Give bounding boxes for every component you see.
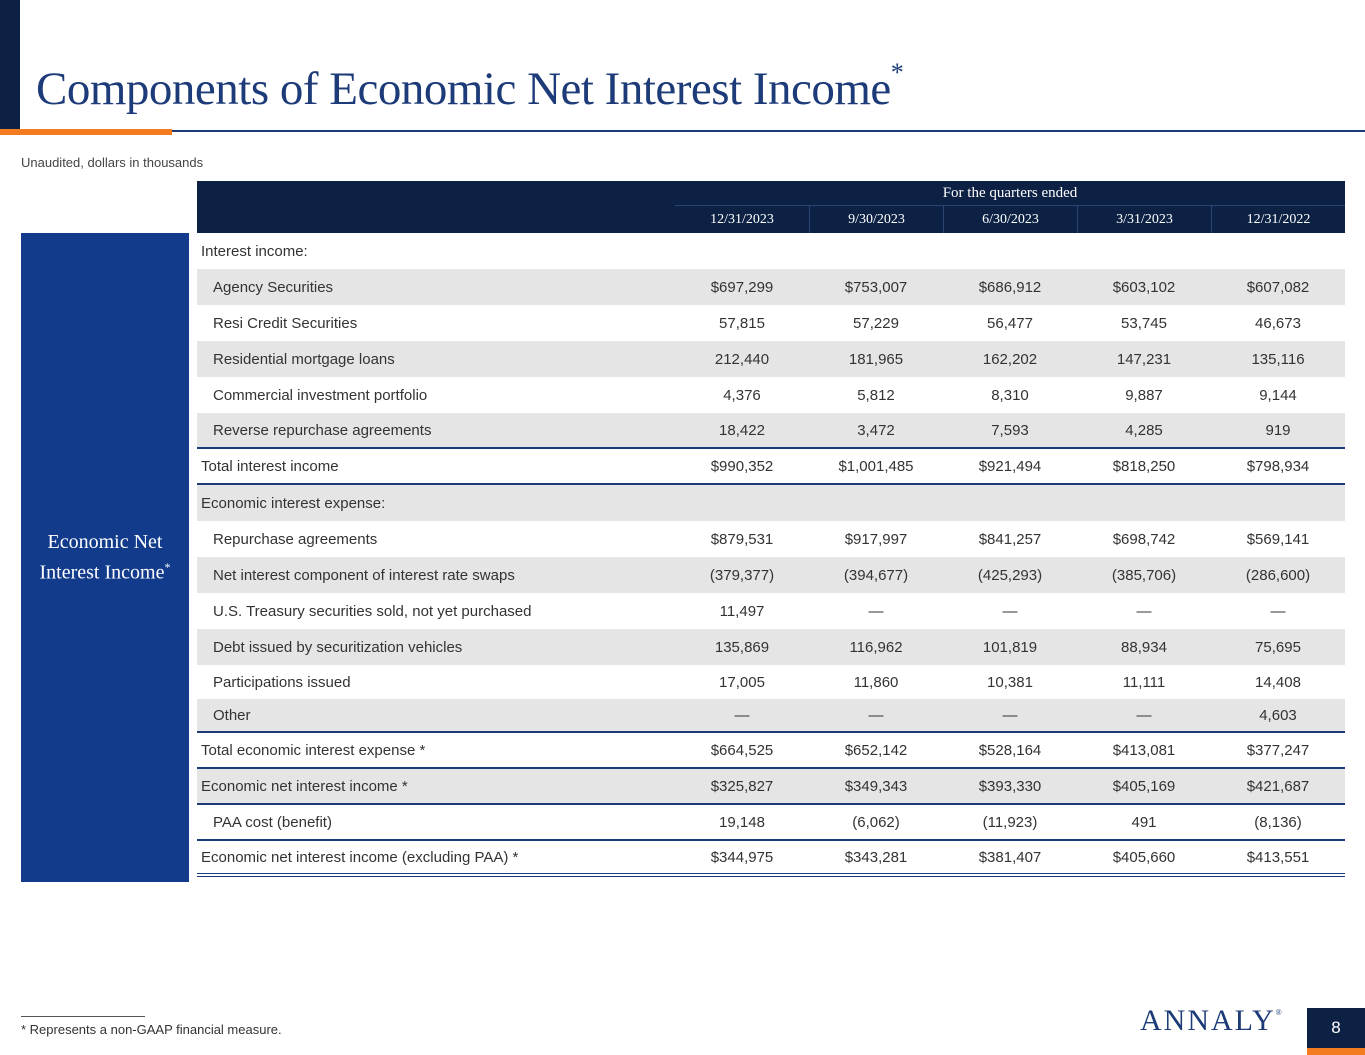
table-cell: (385,706) <box>1111 566 1177 584</box>
table-cell: $879,531 <box>710 530 774 548</box>
table-row <box>197 733 1345 769</box>
page-title-text: Components of Economic Net Interest Income <box>36 63 891 115</box>
column-header: 12/31/2022 <box>1211 205 1345 233</box>
row-label: PAA cost (benefit) <box>213 813 332 831</box>
row-label: Residential mortgage loans <box>213 350 395 368</box>
table-cell: $349,343 <box>844 777 908 795</box>
table-cell: $798,934 <box>1246 457 1310 475</box>
table-cell: 135,869 <box>714 638 770 656</box>
table-cell: 4,603 <box>1259 706 1297 724</box>
table-cell: $990,352 <box>710 457 774 475</box>
row-label: Economic net interest income (excluding PAA) * <box>201 848 519 866</box>
table-cell: $405,660 <box>1112 848 1176 866</box>
annaly-logo <box>1140 1004 1282 1038</box>
table-cell: 9,144 <box>1259 386 1297 404</box>
table-cell: $697,299 <box>710 278 774 296</box>
table-cell: $344,975 <box>710 848 774 866</box>
table-header-dates <box>675 205 1345 233</box>
row-label: Resi Credit Securities <box>213 314 358 332</box>
table-cell: $1,001,485 <box>838 457 914 475</box>
row-label: Debt issued by securitization vehicles <box>213 638 463 656</box>
row-label: Economic interest expense: <box>201 494 386 512</box>
table-cell: 53,745 <box>1121 314 1167 332</box>
table-cell: (379,377) <box>709 566 775 584</box>
table-row <box>197 557 1345 593</box>
table-cell: 14,408 <box>1255 673 1301 691</box>
table-cell: 18,422 <box>719 421 765 439</box>
table-cell: $652,142 <box>844 741 908 759</box>
table-cell: 88,934 <box>1121 638 1167 656</box>
table-row <box>197 521 1345 557</box>
table-cell: $377,247 <box>1246 741 1310 759</box>
table-cell: 491 <box>1131 813 1157 831</box>
row-label: Agency Securities <box>213 278 334 296</box>
side-label-line1: Economic Net <box>47 530 163 553</box>
table-row <box>197 449 1345 485</box>
table-cell: $413,551 <box>1246 848 1310 866</box>
table-cell: 4,376 <box>723 386 761 404</box>
row-label: Participations issued <box>213 673 351 691</box>
table-cell: 147,231 <box>1116 350 1172 368</box>
left-accent-bar <box>0 0 20 130</box>
table-cell: (8,136) <box>1254 813 1302 831</box>
table-cell: 162,202 <box>982 350 1038 368</box>
footnote-divider <box>21 1016 145 1017</box>
table-cell: $921,494 <box>978 457 1042 475</box>
table-cell: 75,695 <box>1255 638 1301 656</box>
table-cell: $528,164 <box>978 741 1042 759</box>
table-cell: $603,102 <box>1112 278 1176 296</box>
table-cell: 57,815 <box>719 314 765 332</box>
page-number-accent <box>1307 1048 1365 1055</box>
table-cell: 5,812 <box>857 386 895 404</box>
table-row <box>197 769 1345 805</box>
table-row <box>197 841 1345 877</box>
row-label: Economic net interest income * <box>201 777 408 795</box>
section-side-panel <box>21 233 189 882</box>
table-cell: (286,600) <box>1245 566 1311 584</box>
unaudited-note: Unaudited, dollars in thousands <box>21 155 204 170</box>
table-cell: $698,742 <box>1112 530 1176 548</box>
table-cell: 116,962 <box>849 638 903 656</box>
page-title <box>36 58 904 116</box>
row-label: Commercial investment portfolio <box>213 386 428 404</box>
table-cell: 4,285 <box>1125 421 1163 439</box>
table-row <box>197 377 1345 413</box>
row-label: Total interest income <box>201 457 339 475</box>
table-cell: 9,887 <box>1125 386 1163 404</box>
table-row <box>197 665 1345 699</box>
row-label: Other <box>213 706 251 724</box>
table-row <box>197 699 1345 733</box>
table-cell: $413,081 <box>1112 741 1176 759</box>
table-row <box>197 269 1345 305</box>
column-header: 6/30/2023 <box>943 205 1077 233</box>
table-row <box>197 485 1345 521</box>
table-cell: 7,593 <box>991 421 1029 439</box>
table-cell: $607,082 <box>1246 278 1310 296</box>
table-cell: 46,673 <box>1255 314 1301 332</box>
table-cell: (425,293) <box>977 566 1043 584</box>
table-cell: $917,997 <box>844 530 908 548</box>
row-label: Repurchase agreements <box>213 530 378 548</box>
table-cell: $664,525 <box>710 741 774 759</box>
footnote: * Represents a non-GAAP financial measure. <box>21 1022 282 1037</box>
page-title-mark: * <box>890 58 904 87</box>
side-label-line2: Interest Income <box>39 561 165 584</box>
table-header-caption: For the quarters ended <box>942 185 1078 201</box>
table-cell: — <box>1136 602 1152 620</box>
table-cell: — <box>868 602 884 620</box>
row-label: Total economic interest expense * <box>201 741 426 759</box>
table-cell: (6,062) <box>852 813 900 831</box>
table-cell: 19,148 <box>719 813 765 831</box>
table-cell: — <box>1002 706 1018 724</box>
logo-registered-mark: ® <box>1275 1008 1282 1017</box>
column-header: 12/31/2023 <box>675 205 809 233</box>
table-cell: 919 <box>1265 421 1291 439</box>
side-label-mark: * <box>164 559 171 574</box>
table-cell: 101,819 <box>982 638 1038 656</box>
table-cell: 11,860 <box>853 673 899 691</box>
table-row <box>197 305 1345 341</box>
table-cell: 56,477 <box>987 314 1033 332</box>
table-cell: $325,827 <box>710 777 774 795</box>
table-row <box>197 593 1345 629</box>
table-cell: (394,677) <box>843 566 909 584</box>
table-cell: $818,250 <box>1112 457 1176 475</box>
table-cell: $753,007 <box>844 278 908 296</box>
page-number: 8 <box>1307 1008 1365 1048</box>
table-cell: 11,111 <box>1122 673 1166 691</box>
title-orange-accent <box>0 129 172 135</box>
table-cell: — <box>1136 706 1152 724</box>
table-cell: 181,965 <box>848 350 904 368</box>
table-cell: $569,141 <box>1246 530 1310 548</box>
table-cell: (11,923) <box>982 813 1038 831</box>
table-cell: 10,381 <box>987 673 1033 691</box>
table-cell: $421,687 <box>1246 777 1310 795</box>
table-cell: $841,257 <box>978 530 1042 548</box>
section-side-label <box>40 530 171 586</box>
column-header: 3/31/2023 <box>1077 205 1211 233</box>
row-label: Reverse repurchase agreements <box>213 421 432 439</box>
title-divider <box>0 130 1365 132</box>
table-cell: $343,281 <box>844 848 908 866</box>
row-label: U.S. Treasury securities sold, not yet purchased <box>213 602 532 620</box>
table-cell: $405,169 <box>1112 777 1176 795</box>
table-cell: $393,330 <box>978 777 1042 795</box>
column-header: 9/30/2023 <box>809 205 943 233</box>
table-cell: $381,407 <box>978 848 1042 866</box>
table-row <box>197 341 1345 377</box>
table-cell: 8,310 <box>991 386 1029 404</box>
table-cell: — <box>868 706 884 724</box>
table-cell: — <box>1270 602 1286 620</box>
table-row <box>197 629 1345 665</box>
row-label: Net interest component of interest rate swaps <box>213 566 515 584</box>
financial-table <box>197 233 1345 877</box>
table-cell: $686,912 <box>978 278 1042 296</box>
table-cell: 3,472 <box>857 421 895 439</box>
table-row <box>197 805 1345 841</box>
table-cell: 17,005 <box>719 673 765 691</box>
table-cell: 135,116 <box>1251 350 1305 368</box>
logo-text: ANNALY <box>1140 1004 1276 1037</box>
row-label: Interest income: <box>201 242 308 260</box>
table-cell: — <box>1002 602 1018 620</box>
table-cell: — <box>734 706 750 724</box>
table-row <box>197 413 1345 449</box>
table-row <box>197 233 1345 269</box>
table-cell: 11,497 <box>719 602 765 620</box>
table-cell: 57,229 <box>853 314 899 332</box>
table-cell: 212,440 <box>714 350 770 368</box>
